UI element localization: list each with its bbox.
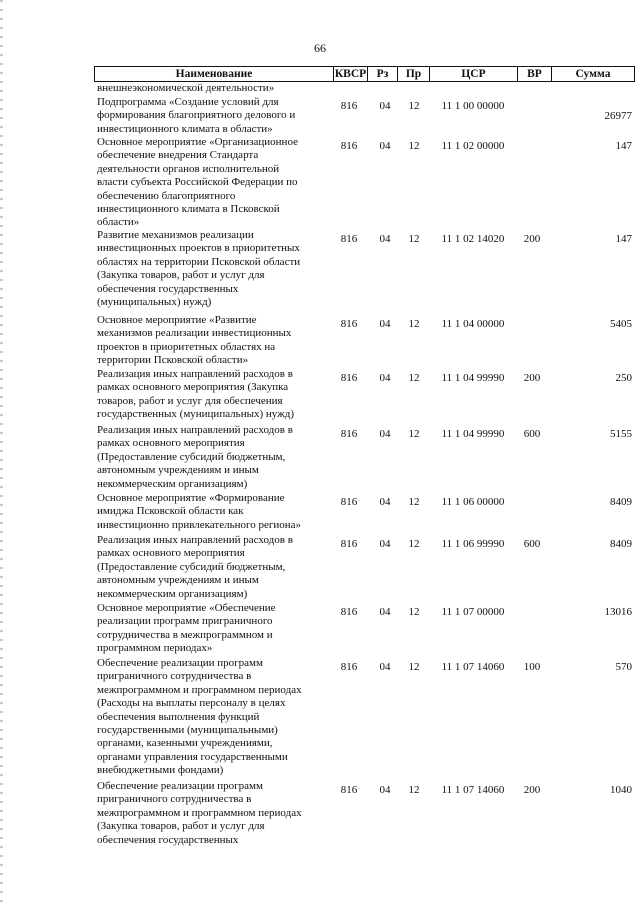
row-rz: 04 <box>379 318 391 330</box>
row-kvsr: 816 <box>340 661 358 673</box>
row-name-line: внешнеэкономической деятельности» <box>97 82 275 94</box>
row-pr: 12 <box>408 784 420 796</box>
row-name-line: обеспечения выполнения функций <box>97 710 260 723</box>
row-kvsr: 816 <box>340 318 358 330</box>
row-sum: 5405 <box>610 318 632 330</box>
row-name-line: рамках основного мероприятия <box>97 437 245 450</box>
row-rz: 04 <box>379 538 391 550</box>
row-rz: 04 <box>379 428 391 440</box>
row-name-line: власти субъекта Российской Федерации по <box>97 176 298 189</box>
row-name-line: Реализация иных направлений расходов в <box>97 368 293 380</box>
row-name-line: рамках основного мероприятия <box>97 547 245 560</box>
row-name-line: инвестиционно привлекательного региона» <box>97 518 302 531</box>
scan-edge-artifact <box>0 0 3 905</box>
row-vr: 600 <box>523 538 541 550</box>
row-sum: 250 <box>615 372 632 384</box>
row-pr: 12 <box>408 233 420 245</box>
row-pr: 12 <box>408 661 420 673</box>
row-name-line: областях на территории Псковской области <box>97 255 301 268</box>
row-name-line: механизмов реализации инвестиционных <box>97 327 292 340</box>
row-name-line: внебюджетными фондами) <box>97 764 224 777</box>
page-number: 66 <box>314 41 326 55</box>
row-name-line: реализации программ приграничного <box>97 615 273 628</box>
row-name-line: приграничного сотрудничества в <box>97 793 252 806</box>
row-name-line: (муниципальных) нужд) <box>97 296 212 309</box>
row-name-line: рамках основного мероприятия (Закупка <box>97 381 289 394</box>
row-name-line: инвестиционного климата в Псковской <box>97 203 280 216</box>
row-csr: 11 1 07 14060 <box>441 661 505 673</box>
row-csr: 11 1 07 00000 <box>441 606 505 618</box>
row-kvsr: 816 <box>340 606 358 618</box>
row-csr: 11 1 06 99990 <box>441 538 505 550</box>
row-kvsr: 816 <box>340 784 358 796</box>
row-name-line: межпрограммном и программном периодах <box>97 806 302 819</box>
row-name-line: (Закупка товаров, работ и услуг для <box>97 269 265 282</box>
row-name-line: некоммерческим организациям) <box>97 587 248 600</box>
row-name <box>97 229 325 309</box>
row-name <box>97 136 325 230</box>
row-csr: 11 1 00 00000 <box>441 100 505 112</box>
row-name-line: обеспечения государственных <box>97 833 239 846</box>
row-csr: 11 1 06 00000 <box>441 496 505 508</box>
row-pr: 12 <box>408 496 420 508</box>
row-sum: 570 <box>615 661 632 673</box>
row-name-line: Реализация иных направлений расходов в <box>97 424 293 436</box>
row-rz: 04 <box>379 661 391 673</box>
header-name: Наименование <box>95 67 334 81</box>
row-name-line: (Предоставление субсидий бюджетным, <box>97 450 286 463</box>
row-name-line: имиджа Псковской области как <box>97 505 244 518</box>
row-pr: 12 <box>408 538 420 550</box>
row-csr: 11 1 07 14060 <box>441 784 505 796</box>
header-kvsr: КВСР <box>334 68 367 80</box>
row-name <box>97 534 325 601</box>
row-name-line: программном периодах» <box>97 642 213 655</box>
row-name-line: (Закупка товаров, работ и услуг для <box>97 820 265 833</box>
row-name-line: товаров, работ и услуг для обеспечения <box>97 394 283 407</box>
row-pr: 12 <box>408 318 420 330</box>
row-name <box>97 780 325 847</box>
row-kvsr: 816 <box>340 496 358 508</box>
row-name-line: государственными (муниципальными) <box>97 724 278 737</box>
row-kvsr: 816 <box>340 372 358 384</box>
row-name-line: инвестиционных проектов в приоритетных <box>97 242 300 255</box>
row-name-line: органами, казенными учреждениями, <box>97 737 273 750</box>
row-name <box>97 492 325 532</box>
row-rz: 04 <box>379 100 391 112</box>
row-kvsr: 816 <box>340 100 358 112</box>
row-name-line: обеспечению благоприятного <box>97 189 236 202</box>
row-name-line: Основное мероприятие «Развитие <box>97 314 257 326</box>
table-header <box>94 66 635 82</box>
row-name-line: Основное мероприятие «Обеспечение <box>97 602 276 614</box>
row-name-line: обеспечение внедрения Стандарта <box>97 149 259 162</box>
row-sum: 5155 <box>610 428 632 440</box>
row-name-line: некоммерческим организациям) <box>97 477 248 490</box>
row-name-line: Подпрограмма «Создание условий для <box>97 96 279 108</box>
row-name-line: (Предоставление субсидий бюджетным, <box>97 560 286 573</box>
row-name-line: межпрограммном и программном периодах <box>97 683 302 696</box>
row-kvsr: 816 <box>340 538 358 550</box>
row-rz: 04 <box>379 496 391 508</box>
row-name-line: деятельности органов исполнительной <box>97 162 280 175</box>
row-name <box>97 96 325 136</box>
row-name-line: проектов в приоритетных областях на <box>97 340 276 353</box>
row-pr: 12 <box>408 140 420 152</box>
header-sum: Сумма <box>575 68 611 80</box>
row-vr: 100 <box>523 661 541 673</box>
row-kvsr: 816 <box>340 428 358 440</box>
row-name-line: формирования благоприятного делового и <box>97 109 296 122</box>
row-name-line: Реализация иных направлений расходов в <box>97 534 293 546</box>
header-rz: Рз <box>368 67 398 81</box>
row-name <box>97 314 325 368</box>
row-sum: 1040 <box>610 784 632 796</box>
row-sum: 8409 <box>610 538 632 550</box>
row-sum: 147 <box>615 233 632 245</box>
row-name-line: Обеспечение реализации программ <box>97 657 263 669</box>
row-name-line: инвестиционного климата в области» <box>97 122 273 135</box>
header-vr: ВР <box>518 67 552 81</box>
row-name-line: сотрудничества в межпрограммном и <box>97 628 273 641</box>
row-csr: 11 1 02 00000 <box>441 140 505 152</box>
row-name-line: (Расходы на выплаты персоналу в целях <box>97 697 286 710</box>
row-vr: 600 <box>523 428 541 440</box>
row-name-line: обеспечения государственных <box>97 282 239 295</box>
row-sum: 26977 <box>604 110 632 122</box>
row-name-line: территории Псковской области» <box>97 354 249 367</box>
row-name <box>97 602 325 656</box>
row-name <box>97 657 325 778</box>
row-name <box>97 368 325 422</box>
row-name-line: Развитие механизмов реализации <box>97 229 254 241</box>
row-rz: 04 <box>379 140 391 152</box>
row-name-line: Основное мероприятие «Формирование <box>97 492 285 504</box>
row-name-line: автономным учреждениям и иным <box>97 464 259 477</box>
row-sum: 8409 <box>610 496 632 508</box>
row-csr: 11 1 04 00000 <box>441 318 505 330</box>
row-pr: 12 <box>408 606 420 618</box>
row-vr: 200 <box>523 784 541 796</box>
row-name-line: государственных (муниципальных) нужд) <box>97 408 294 421</box>
row-name <box>97 424 325 491</box>
header-pr: Пр <box>398 67 430 81</box>
row-kvsr: 816 <box>340 140 358 152</box>
row-kvsr: 816 <box>340 233 358 245</box>
row-vr: 200 <box>523 233 541 245</box>
row-sum: 13016 <box>604 606 632 618</box>
row-csr: 11 1 04 99990 <box>441 428 505 440</box>
row-name <box>97 82 325 95</box>
row-pr: 12 <box>408 428 420 440</box>
row-rz: 04 <box>379 606 391 618</box>
row-csr: 11 1 02 14020 <box>441 233 505 245</box>
row-name-line: области» <box>97 216 140 229</box>
row-name-line: автономным учреждениям и иным <box>97 574 259 587</box>
row-name-line: Основное мероприятие «Организационное <box>97 136 298 148</box>
row-name-line: органами управления государственными <box>97 750 288 763</box>
row-pr: 12 <box>408 372 420 384</box>
row-vr: 200 <box>523 372 541 384</box>
row-rz: 04 <box>379 233 391 245</box>
row-rz: 04 <box>379 372 391 384</box>
row-name-line: приграничного сотрудничества в <box>97 670 252 683</box>
row-sum: 147 <box>615 140 632 152</box>
row-name-line: Обеспечение реализации программ <box>97 780 263 792</box>
row-csr: 11 1 04 99990 <box>441 372 505 384</box>
row-pr: 12 <box>408 100 420 112</box>
row-rz: 04 <box>379 784 391 796</box>
header-csr: ЦСР <box>430 67 518 81</box>
